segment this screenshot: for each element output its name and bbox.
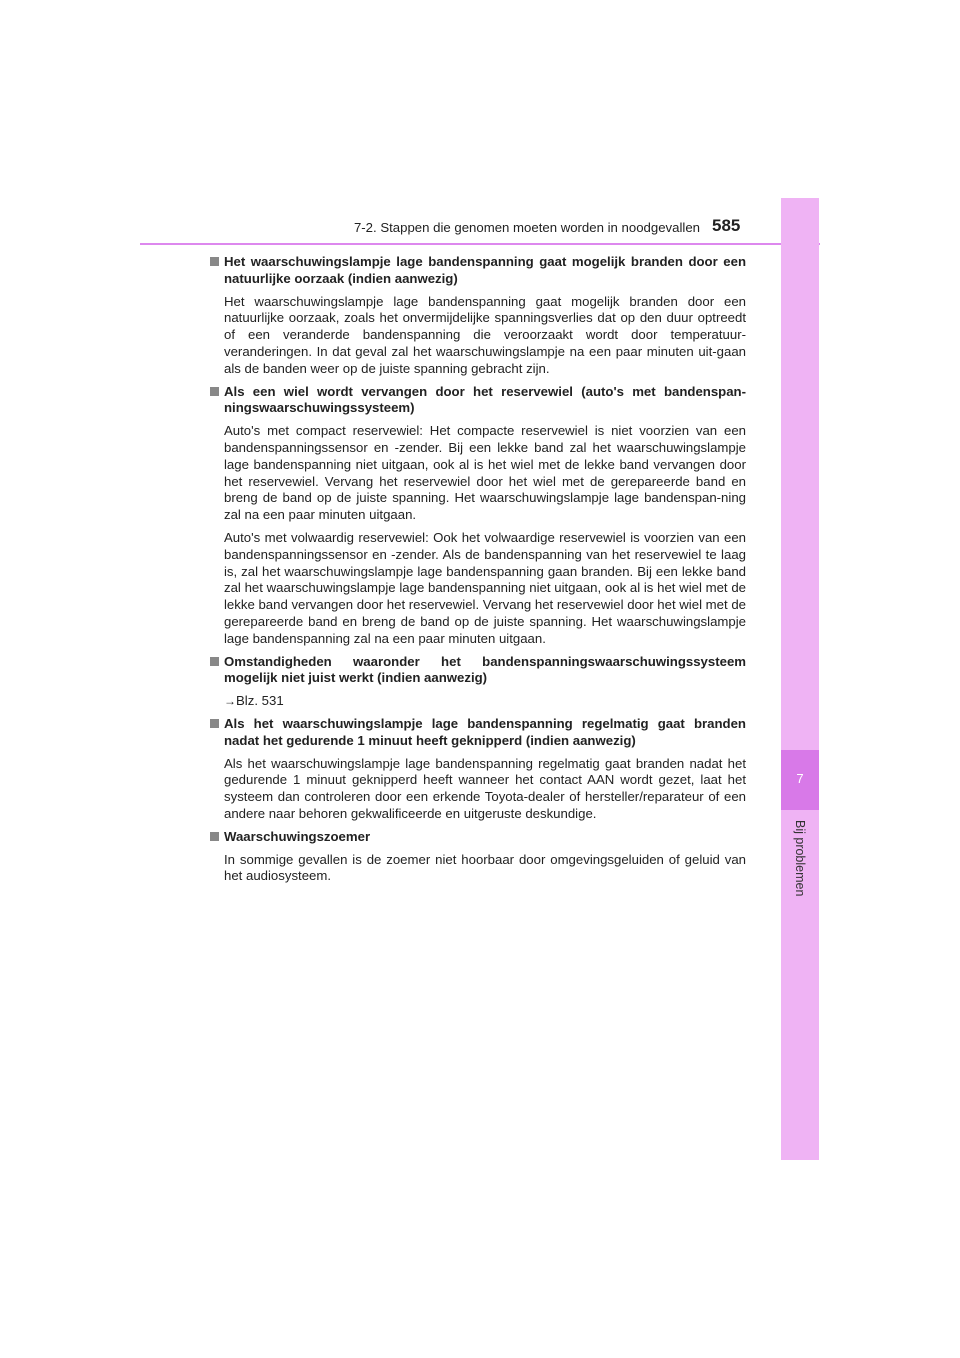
section-heading	[210, 654, 746, 688]
square-bullet-icon	[210, 257, 219, 266]
section	[210, 384, 746, 648]
paragraph: Auto's met compact reservewiel: Het compacte reservewiel is niet voorzien van een bandenspanningssensor en -zender. Bij een lekke band zal het waarschuwingslampje lage bandenspanning niet uitgaan, ook al is het wiel met de lekke band vervangen door het reservewiel. Vervang het reservewiel door het wiel met de gerepareerde band en breng de band op de juiste spanning. Het waarschuwingslampje lage bandenspan-ning zal na een paar minuten uitgaan.	[224, 423, 746, 523]
side-tab-chapter	[781, 750, 819, 810]
chapter-number: 7	[796, 771, 804, 786]
paragraph: Als het waarschuwingslampje lage bandenspanning regelmatig gaat branden nadat het gedurende 1 minuut geknipperd heeft wanneer het contact AAN wordt gezet, laat het systeem dan controleren door een erkende Toyota-dealer of hersteller/reparateur of een andere naar behoren gekwalificeerde en uitgeruste deskundige.	[224, 755, 746, 821]
square-bullet-icon	[210, 832, 219, 841]
section-heading-text: Waarschuwingszoemer	[224, 828, 371, 844]
section	[210, 254, 746, 378]
side-tab	[781, 198, 819, 1160]
section	[210, 829, 746, 885]
section-heading-text: Omstandigheden waaronder het bandenspanningswaarschuwingssysteem mogelijk niet juist werkt (indien aanwezig)	[224, 653, 746, 686]
page-reference-text: Blz. 531	[236, 693, 284, 709]
section-heading	[210, 384, 746, 418]
page-reference[interactable]	[210, 693, 746, 710]
section-heading	[210, 829, 746, 846]
paragraph: Auto's met volwaardig reservewiel: Ook het volwaardige reservewiel is voorzien van een bandenspanningssensor en -zender. Als de bandenspanning van het reservewiel te laag is, zal het waarschuwingslampje lage bandenspanning gaan branden. Bij een lekke band zal het waarschuwingslampje lage bandenspanning niet uitgaan, ook al is het wiel met de lekke band vervangen door het reservewiel. Vervang het reservewiel door het wiel met de gerepareerde band en breng de band op de juiste spanning. Het waarschuwingslampje lage bandenspanning zal na een paar minuten uitgaan.	[224, 529, 746, 646]
paragraph: Het waarschuwingslampje lage bandenspanning gaat mogelijk branden door een natuurlijke oorzaak, zoals het onvermijdelijke spanningsverlies dat op den duur optreedt of een veranderde bandenspanning die veroorzaakt wordt door temperatuur-veranderingen. In dat geval zal het waarschuwingslampje na een paar minuten uit-gaan als de banden weer op de juiste spanning gebracht zijn.	[224, 293, 746, 376]
section-heading-text: Het waarschuwingslampje lage bandenspanning gaat mogelijk branden door een natuurlijke oorzaak (indien aanwezig)	[224, 254, 746, 286]
section-heading-text: Als het waarschuwingslampje lage bandenspanning regelmatig gaat branden nadat het gedurende 1 minuut heeft geknipperd (indien aanwezig)	[224, 715, 746, 748]
page-number: 585	[712, 216, 741, 235]
section	[210, 716, 746, 823]
paragraph: In sommige gevallen is de zoemer niet hoorbaar door omgevingsgeluiden of geluid van het audiosysteem.	[224, 851, 746, 884]
section	[210, 654, 746, 710]
arrow-right-icon: →	[224, 694, 236, 709]
chapter-label: Bij problemen	[793, 820, 807, 897]
section-heading-text: Als een wiel wordt vervangen door het reservewiel (auto's met bandenspan-ningswaarschuwingssysteem)	[224, 383, 746, 416]
section-heading	[210, 716, 746, 750]
square-bullet-icon	[210, 657, 219, 666]
square-bullet-icon	[210, 719, 219, 728]
square-bullet-icon	[210, 387, 219, 396]
header-title: 7-2. Stappen die genomen moeten worden in noodgevallen	[353, 220, 700, 235]
section-heading	[210, 254, 746, 288]
page-content	[210, 254, 746, 891]
side-tab-label-wrap	[781, 820, 819, 920]
header-rule	[140, 243, 820, 245]
